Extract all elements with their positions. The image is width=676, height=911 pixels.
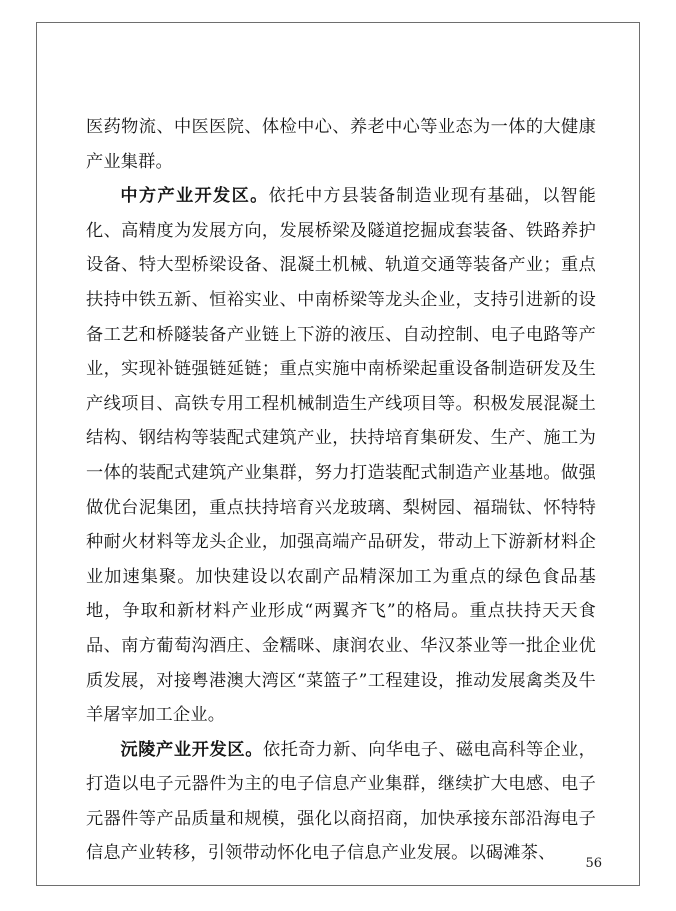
- paragraph-text: 依托奇力新、向华电子、磁电高科等企业，打造以电子元器件为主的电子信息产业集群，继续扩大电感、电子元器件等产品质量和规模，强化以商招商，加快承接东部沿海电子信息产业转移，引领带动怀化电子信息产业发展。以碣滩茶、: [86, 739, 596, 864]
- paragraph-yuanling-development-zone: [86, 733, 596, 871]
- paragraph-lead-yuanling: 沅陵产业开发区。: [120, 739, 264, 760]
- paragraph-zhongfang-development-zone: [86, 179, 596, 733]
- paragraph-lead-zhongfang: 中方产业开发区。: [120, 186, 269, 207]
- paragraph-text: 依托中方县装备制造业现有基础，以智能化、高精度为发展方向，发展桥梁及隧道挖掘成套装备、铁路养护设备、特大型桥梁设备、混凝土机械、轨道交通等装备产业；重点扶持中铁五新、恒裕实业、中南桥梁等龙头企业，支持引进新的设备工艺和桥隧装备产业链上下游的液压、自动控制、电子电路等产业，实现补链强链延链；重点实施中南桥梁起重设备制造研发及生产线项目、高铁专用工程机械制造生产线项目等。积极发展混凝土结构、钢结构等装配式建筑产业，扶持培育集研发、生产、施工为一体的装配式建筑产业集群，努力打造装配式制造产业基地。做强做优台泥集团，重点扶持培育兴龙玻璃、梨树园、福瑞钛、怀特特种耐火材料等龙头企业，加强高端产品研发，带动上下游新材料企业加速集聚。加快建设以农副产品精深加工为重点的绿色食品基地，争取和新材料产业形成“两翼齐飞”的格局。重点扶持天天食品、南方葡萄沟酒庄、金糯咪、康润农业、华汉茶业等一批企业优质发展，对接粤港澳大湾区“菜篮子”工程建设，推动发展禽类及牛羊屠宰加工企业。: [86, 186, 596, 726]
- page-content: [86, 110, 596, 871]
- paragraph-health-industry-cluster: [86, 110, 596, 179]
- paragraph-text: 医药物流、中医医院、体检中心、养老中心等业态为一体的大健康产业集群。: [86, 117, 596, 172]
- page-number: 56: [585, 856, 602, 871]
